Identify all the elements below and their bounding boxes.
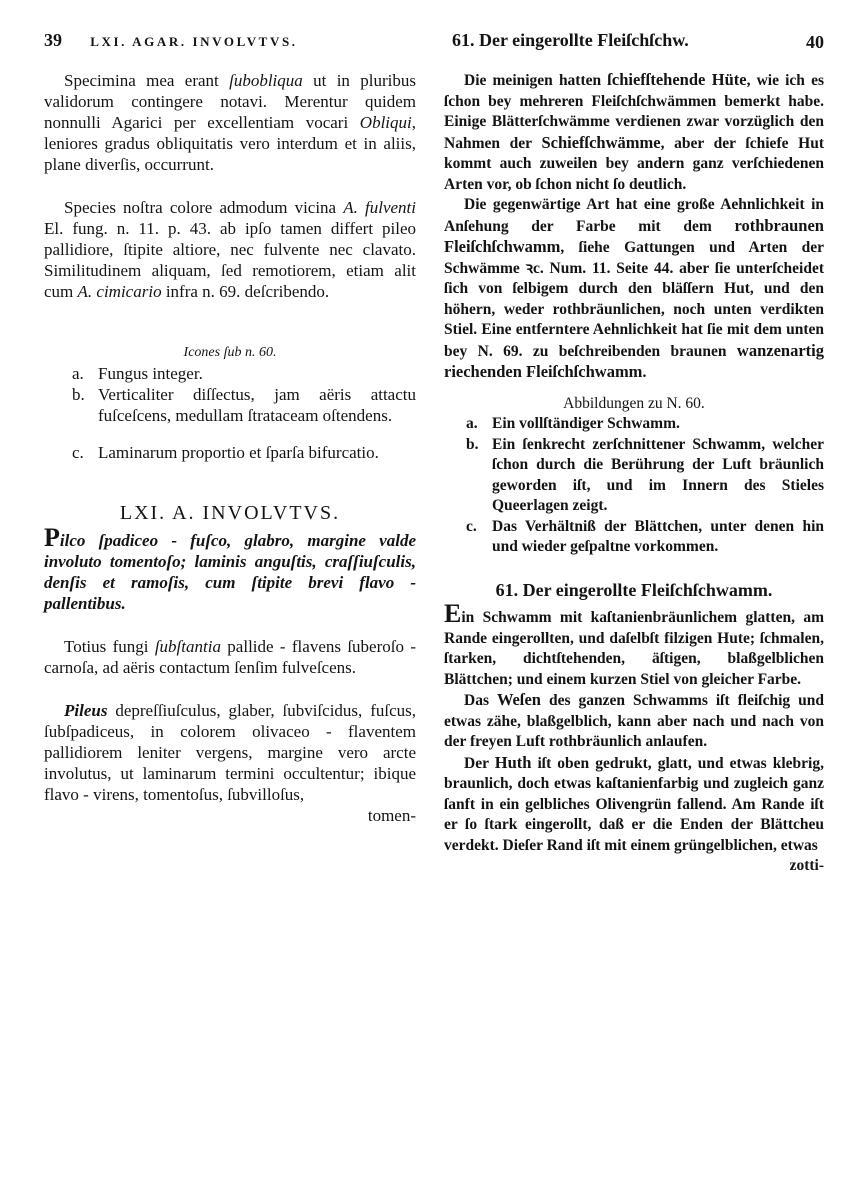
- list-marker: a.: [72, 364, 84, 383]
- list-marker: a.: [466, 415, 478, 432]
- list-marker: b.: [466, 435, 479, 453]
- dropcap-e: E: [444, 599, 462, 628]
- list-text: Fungus integer.: [98, 364, 203, 383]
- figure-list-item-a: [466, 414, 824, 435]
- text-run: Specimina mea erant: [64, 71, 230, 90]
- species-heading-block-de: [444, 580, 824, 691]
- section-title-left: LXI. A. INVOLVTVS.: [119, 502, 341, 524]
- paragraph-wesen: [444, 690, 824, 753]
- italic-term: ſubobliqua: [229, 71, 303, 90]
- list-text: Das Verhältniß der Blättchen, unter denen hin und wieder geſpaltne vorkommen.: [492, 517, 824, 555]
- text-run: des ganzen Schwamms iſt fleiſchig und etwas zähe, blaßgelblich, kann aber nach und nach von der freyen Luft rothbräunlich anlaufen.: [444, 692, 824, 750]
- text-run: Totius fungi: [64, 637, 155, 656]
- species-heading-block: [44, 503, 416, 614]
- right-running-head: [444, 30, 824, 60]
- text-run: iſt oben gedrukt, glatt, und etwas klebrig, braunlich, doch etwas kaſtanienfarbig und zugleich ganz ſanft in ein gelbliches Olivengrün fallend. Am Rande iſt er ſo ſtark eingerollt, daß er die Enden der Blättcheu verdekt. Dieſer Rand iſt mit einem grüngelblichen, etwas: [444, 754, 824, 854]
- text-run: , aber der ſchiefe Hut kommt auch zuweilen bey andern ganz verſchiedenen Arten vor, ob ſchon nicht ſo deutlich.: [444, 134, 824, 193]
- emphasis-term: Schiefſchwämme: [541, 132, 661, 152]
- left-running-head: [44, 30, 416, 60]
- text-run: El. fung. n. 11. p. 43. ab ipſo tamen differt pileo pallidiore, ſtipite altiore, nec fulvente nec clavato. Similitudinem aliquam, ſed remotiorem, etiam alit cum: [44, 219, 416, 301]
- abbildungen-section: [444, 394, 824, 558]
- dropcap-p: P: [44, 523, 60, 552]
- list-text: Verticaliter diſſectus, jam aëris attactu fuſceſcens, medullam ſtrataceam oſtendens.: [98, 385, 416, 425]
- list-marker: c.: [72, 443, 84, 462]
- emphasis-term: ſchiefſtehende Hüte: [607, 70, 747, 89]
- diagnosis-german: [444, 599, 824, 690]
- figure-list-item-c: [466, 517, 824, 558]
- text-run: Das: [464, 692, 497, 709]
- text-run: Die gegenwärtige Art hat eine große Aehnlichkeit in Anſehung der Farbe mit dem: [444, 196, 824, 235]
- emphasis-term: wanzenartig riechenden Fleiſchſchwamm: [444, 340, 824, 381]
- text-run: pallide - flavens ſuberoſo - carnoſa, ad aëris contactum ſenſim fulveſcens.: [44, 637, 416, 677]
- icones-caption: Icones ſub n. 60.: [183, 345, 277, 360]
- text-run: Species noſtra colore admodum vicina: [64, 198, 344, 217]
- list-text: Ein ſenkrecht zerſchnittener Schwamm, welcher ſchon durch die Berührung der Luft bräunlich geworden iſt, und im Innern des Stieles Queerlagen zeigt.: [492, 435, 824, 514]
- text-run: .: [642, 364, 647, 381]
- abbildungen-caption: Abbildungen zu N. 60.: [563, 394, 705, 412]
- icon-list-item-b: [72, 384, 416, 426]
- left-page: [44, 30, 416, 826]
- italic-term: A. fulventi: [343, 198, 416, 217]
- paragraph-totius: [44, 636, 416, 678]
- catchword-right: zotti-: [789, 857, 824, 874]
- text-run: Die meinigen hatten: [464, 72, 608, 89]
- right-page: [444, 30, 824, 877]
- emphasis-term: Huth: [494, 752, 532, 772]
- running-title-right: 61. Der eingerollte Fleiſchſchw.: [452, 30, 689, 50]
- icones-section: [44, 342, 416, 463]
- page-number-right: 40: [806, 32, 824, 52]
- italic-term: ſubſtantia: [154, 637, 221, 656]
- icon-list-item-a: [72, 363, 416, 384]
- figure-list-item-b: [466, 435, 824, 517]
- running-title-left: LXI. AGAR. INVOLVTVS.: [90, 34, 298, 49]
- diagnosis-latin: [44, 523, 416, 614]
- diagnosis-text: in Schwamm mit kaſtanienbräunlichem glatten, am Rande eingerollten, und daſelbſt filzigen Hute; ſchmalen, ſtarken, dichtſtehenden, äſtigen, blaßgelblichen Blättchen; und einem kurzen Stiel von gleicher Farbe.: [444, 609, 824, 688]
- list-marker: c.: [466, 517, 477, 535]
- text-run: , ſiehe Gattungen und Arten der Schwämme ꝛc. Num. 11. Seite 44. aber ſie unterſcheidet ſich von ſelbigem durch den bläſſern Hut, und den höhern, weder rothbräunlichen, noch unten verdikten Stiel. Eine entferntere Aehnlichkeit hat ſie mit dem unten bey N. 69. zu beſchreibenden braunen: [444, 239, 824, 360]
- text-run: , leniores gradus obliquitatis vero interdum et in aliis, plane diverſis, occurrunt.: [44, 113, 416, 174]
- paragraph-gegenwaertige: [444, 195, 824, 384]
- section-title-right: 61. Der eingerollte Fleiſchſchwamm.: [495, 579, 773, 600]
- paragraph-specimina: [44, 70, 416, 175]
- text-run: Der: [464, 754, 495, 772]
- paragraph-huth: [444, 753, 824, 877]
- text-run: ut in pluribus validorum contingere notavi. Merentur quidem nonnulli Agarici per excellentiam vocari: [44, 71, 416, 132]
- italic-term: Pileus: [64, 701, 108, 720]
- emphasis-term: Weſen: [496, 690, 541, 709]
- paragraph-meinigen: [444, 70, 824, 195]
- paragraph-pileus: [44, 700, 416, 826]
- emphasis-term: rothbraunen Fleiſchſchwamm: [444, 215, 824, 256]
- italic-term: Obliqui: [359, 113, 412, 132]
- italic-term: A. cimicario: [77, 282, 162, 301]
- page-number-left: 39: [44, 30, 62, 50]
- list-text: Ein vollſtändiger Schwamm.: [492, 415, 680, 432]
- text-run: , wie ich es ſchon bey mehreren Fleiſchſchwämmen bemerkt habe. Einige Blätterſchwämme verdienen zwar vorzüglich den Nahmen der: [444, 72, 824, 152]
- paragraph-species: [44, 197, 416, 302]
- text-run: depreſſiuſculus, glaber, ſubviſcidus, fuſcus, ſubſpadiceus, in colorem olivaceo - flaventem pallidiorem leniter vergens, margine vero arcte involutus, ut laminarum termini occultentur; ibique flavo - virens, tomentoſus, ſubvilloſus,: [44, 701, 416, 804]
- list-marker: b.: [72, 385, 85, 404]
- list-text: Laminarum proportio et ſparſa bifurcatio.: [98, 443, 379, 462]
- diagnosis-text: ilco ſpadiceo - fuſco, glabro, margine valde involuto tomentoſo; laminis anguſtis, craſſiuſculis, denſis et ramoſis, cum ſtipite brevi flavo - pallentibus.: [44, 531, 416, 613]
- icon-list-item-c: [72, 442, 416, 463]
- catchword-left: tomen-: [367, 806, 416, 825]
- text-run: infra n. 69. deſcribendo.: [161, 282, 330, 301]
